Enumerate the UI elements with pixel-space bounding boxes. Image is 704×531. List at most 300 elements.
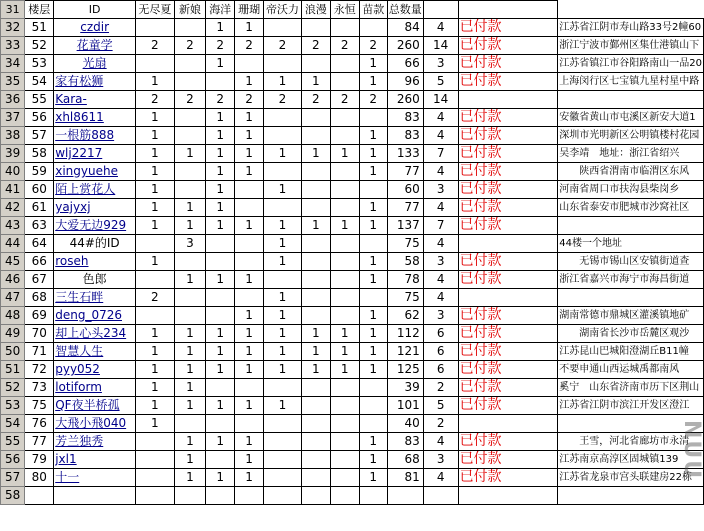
floor-cell[interactable]: 59 [25,163,54,181]
quantity-cell[interactable] [330,253,359,271]
quantity-cell[interactable] [235,289,264,307]
user-id-link[interactable]: 三生石畔 [55,290,104,304]
user-id-cell[interactable] [54,415,136,433]
quantity-cell[interactable] [301,451,330,469]
amount-cell[interactable]: 112 [387,325,423,343]
payment-status-cell[interactable]: 已付款 [458,37,558,55]
floor-cell[interactable]: 71 [25,343,54,361]
quantity-cell[interactable] [206,487,235,505]
quantity-cell[interactable]: 1 [136,397,175,415]
quantity-cell[interactable]: 1 [206,55,235,73]
quantity-cell[interactable] [359,19,387,37]
payment-status-cell[interactable]: 已付款 [458,271,558,289]
address-note-cell[interactable]: 吴李靖 地址：浙江省绍兴 [558,145,704,163]
amount-cell[interactable]: 137 [387,217,423,235]
quantity-cell[interactable]: 1 [235,73,264,91]
row-header[interactable]: 43 [1,217,25,235]
floor-cell[interactable]: 58 [25,145,54,163]
quantity-cell[interactable] [136,235,175,253]
user-id-link[interactable]: xhl8611 [55,110,104,124]
floor-cell[interactable]: 76 [25,415,54,433]
row-header[interactable]: 54 [1,415,25,433]
total-qty-cell[interactable]: 2 [423,415,458,433]
quantity-cell[interactable] [301,271,330,289]
quantity-cell[interactable]: 1 [235,361,264,379]
row-header[interactable]: 37 [1,109,25,127]
address-note-cell[interactable] [558,289,704,307]
row-header[interactable]: 51 [1,361,25,379]
total-qty-cell[interactable]: 14 [423,37,458,55]
address-note-cell[interactable] [558,217,704,235]
quantity-cell[interactable] [359,379,387,397]
address-note-cell[interactable]: 浙江省嘉兴市海宁市海昌街道 [558,271,704,289]
floor-cell[interactable]: 66 [25,253,54,271]
quantity-cell[interactable] [330,181,359,199]
amount-cell[interactable]: 77 [387,163,423,181]
address-note-cell[interactable]: 安徽省黄山市屯溪区新安大道1 [558,109,704,127]
quantity-cell[interactable] [330,379,359,397]
quantity-cell[interactable]: 2 [235,91,264,109]
row-header[interactable]: 50 [1,343,25,361]
floor-cell[interactable]: 73 [25,379,54,397]
quantity-cell[interactable]: 1 [264,397,302,415]
user-id-cell[interactable] [54,235,136,253]
quantity-cell[interactable] [330,199,359,217]
amount-cell[interactable]: 260 [387,91,423,109]
quantity-cell[interactable]: 1 [235,433,264,451]
quantity-cell[interactable]: 1 [359,469,387,487]
row-header[interactable]: 48 [1,307,25,325]
quantity-cell[interactable]: 1 [136,73,175,91]
user-id-cell[interactable] [54,433,136,451]
quantity-cell[interactable]: 1 [359,127,387,145]
user-id-cell[interactable] [54,253,136,271]
quantity-cell[interactable]: 1 [206,109,235,127]
quantity-cell[interactable]: 1 [330,343,359,361]
quantity-cell[interactable] [235,181,264,199]
row-header[interactable]: 55 [1,433,25,451]
quantity-cell[interactable]: 1 [264,217,302,235]
quantity-cell[interactable] [330,73,359,91]
quantity-cell[interactable] [206,415,235,433]
address-note-cell[interactable]: 江苏昆山巴城阳澄湖丘B11幢 [558,343,704,361]
floor-cell[interactable]: 57 [25,127,54,145]
row-header[interactable]: 40 [1,163,25,181]
quantity-cell[interactable] [174,109,206,127]
payment-status-cell[interactable]: 已付款 [458,253,558,271]
quantity-cell[interactable] [136,469,175,487]
quantity-cell[interactable] [206,307,235,325]
payment-status-cell[interactable] [458,91,558,109]
payment-status-cell[interactable]: 已付款 [458,217,558,235]
payment-status-cell[interactable]: 已付款 [458,379,558,397]
quantity-cell[interactable]: 2 [301,37,330,55]
user-id-cell[interactable] [54,181,136,199]
quantity-cell[interactable] [264,19,302,37]
floor-cell[interactable]: 72 [25,361,54,379]
amount-cell[interactable]: 40 [387,415,423,433]
quantity-cell[interactable] [330,307,359,325]
quantity-cell[interactable] [301,127,330,145]
total-qty-cell[interactable]: 4 [423,433,458,451]
quantity-cell[interactable] [174,253,206,271]
payment-status-cell[interactable]: 已付款 [458,361,558,379]
amount-cell[interactable]: 75 [387,289,423,307]
quantity-cell[interactable] [235,415,264,433]
quantity-cell[interactable]: 1 [136,109,175,127]
address-note-cell[interactable]: 江苏省镇江市谷阳路南山一品20 [558,55,704,73]
user-id-link[interactable]: 家有松狮 [55,74,104,88]
floor-cell[interactable]: 54 [25,73,54,91]
user-id-cell[interactable] [54,199,136,217]
quantity-cell[interactable]: 1 [264,253,302,271]
address-note-cell[interactable]: 无锡市锡山区安镇街道查 [558,253,704,271]
quantity-cell[interactable] [301,307,330,325]
user-id-link[interactable]: 光扇 [82,56,107,70]
quantity-cell[interactable] [301,163,330,181]
row-header[interactable]: 39 [1,145,25,163]
quantity-cell[interactable] [264,199,302,217]
address-note-cell[interactable]: 江苏省江阴市寿山路33号2幢60 [558,19,704,37]
quantity-cell[interactable] [264,163,302,181]
payment-status-cell[interactable]: 已付款 [458,73,558,91]
quantity-cell[interactable]: 1 [359,343,387,361]
quantity-cell[interactable] [264,415,302,433]
quantity-cell[interactable] [206,235,235,253]
address-note-cell[interactable]: 不要申通山西运城禹都南风 [558,361,704,379]
quantity-cell[interactable] [174,415,206,433]
user-id-link[interactable]: yajyxj [55,200,91,214]
quantity-cell[interactable]: 1 [359,451,387,469]
quantity-cell[interactable] [301,55,330,73]
payment-status-cell[interactable]: 已付款 [458,325,558,343]
quantity-cell[interactable]: 1 [136,199,175,217]
row-header[interactable]: 45 [1,253,25,271]
quantity-cell[interactable]: 2 [330,91,359,109]
floor-cell[interactable]: 51 [25,19,54,37]
quantity-cell[interactable]: 1 [330,325,359,343]
quantity-cell[interactable]: 2 [174,91,206,109]
quantity-cell[interactable] [301,235,330,253]
payment-status-cell[interactable]: 已付款 [458,19,558,37]
row-header[interactable]: 52 [1,379,25,397]
quantity-cell[interactable]: 2 [330,37,359,55]
quantity-cell[interactable]: 1 [264,307,302,325]
quantity-cell[interactable] [174,289,206,307]
amount-cell[interactable]: 101 [387,397,423,415]
user-id-cell[interactable] [54,37,136,55]
quantity-cell[interactable] [174,163,206,181]
quantity-cell[interactable]: 1 [206,127,235,145]
quantity-cell[interactable]: 1 [206,217,235,235]
user-id-link[interactable]: Kara- [55,92,87,106]
total-qty-cell[interactable]: 4 [423,469,458,487]
quantity-cell[interactable] [264,127,302,145]
quantity-cell[interactable]: 1 [174,271,206,289]
quantity-cell[interactable]: 1 [264,325,302,343]
quantity-cell[interactable]: 1 [174,451,206,469]
quantity-cell[interactable]: 1 [330,145,359,163]
user-id-link[interactable]: 十一 [55,470,80,484]
quantity-cell[interactable] [301,289,330,307]
quantity-cell[interactable]: 2 [136,91,175,109]
quantity-cell[interactable]: 1 [264,181,302,199]
quantity-cell[interactable] [206,289,235,307]
quantity-cell[interactable]: 1 [136,379,175,397]
user-id-cell[interactable] [54,325,136,343]
quantity-cell[interactable]: 1 [206,325,235,343]
row-header[interactable]: 58 [1,487,25,505]
user-id-link[interactable]: deng_0726 [55,308,122,322]
payment-status-cell[interactable]: 已付款 [458,127,558,145]
user-id-cell[interactable] [54,397,136,415]
quantity-cell[interactable]: 1 [206,181,235,199]
quantity-cell[interactable]: 1 [206,469,235,487]
amount-cell[interactable]: 83 [387,127,423,145]
total-qty-cell[interactable] [423,487,458,505]
quantity-cell[interactable] [235,487,264,505]
quantity-cell[interactable] [264,487,302,505]
payment-status-cell[interactable]: 已付款 [458,307,558,325]
quantity-cell[interactable] [330,19,359,37]
payment-status-cell[interactable]: 已付款 [458,55,558,73]
quantity-cell[interactable] [136,307,175,325]
quantity-cell[interactable] [264,55,302,73]
quantity-cell[interactable]: 2 [206,37,235,55]
quantity-cell[interactable]: 1 [235,109,264,127]
quantity-cell[interactable]: 1 [359,163,387,181]
quantity-cell[interactable]: 2 [235,37,264,55]
address-note-cell[interactable]: 河南省周口市扶沟县柴岗乡 [558,181,704,199]
quantity-cell[interactable]: 1 [264,145,302,163]
address-note-cell[interactable]: 江苏省江阴市滨江开发区澄江 [558,397,704,415]
quantity-cell[interactable]: 1 [174,199,206,217]
quantity-cell[interactable] [174,55,206,73]
address-note-cell[interactable]: 江苏南京高淳区固城镇139 [558,451,704,469]
row-header[interactable]: 42 [1,199,25,217]
row-header[interactable]: 49 [1,325,25,343]
quantity-cell[interactable] [330,397,359,415]
quantity-cell[interactable] [206,253,235,271]
quantity-cell[interactable] [301,109,330,127]
quantity-cell[interactable]: 1 [206,397,235,415]
quantity-cell[interactable]: 2 [136,289,175,307]
row-header[interactable]: 56 [1,451,25,469]
quantity-cell[interactable] [206,451,235,469]
quantity-cell[interactable] [174,307,206,325]
total-qty-cell[interactable]: 6 [423,325,458,343]
user-id-link[interactable]: lotiform [55,380,102,394]
quantity-cell[interactable]: 2 [136,37,175,55]
quantity-cell[interactable]: 2 [359,91,387,109]
user-id-cell[interactable] [54,289,136,307]
row-header[interactable]: 31 [1,1,25,19]
quantity-cell[interactable]: 1 [301,73,330,91]
payment-status-cell[interactable]: 已付款 [458,199,558,217]
address-note-cell[interactable]: 浙江宁波市鄞州区集仕港镇山下 [558,37,704,55]
total-qty-cell[interactable]: 7 [423,217,458,235]
floor-cell[interactable]: 70 [25,325,54,343]
quantity-cell[interactable]: 1 [235,325,264,343]
quantity-cell[interactable]: 1 [174,325,206,343]
amount-cell[interactable]: 78 [387,271,423,289]
quantity-cell[interactable]: 1 [136,145,175,163]
user-id-link[interactable]: QF夜半桥孤 [55,398,120,412]
quantity-cell[interactable]: 1 [235,163,264,181]
quantity-cell[interactable] [301,253,330,271]
quantity-cell[interactable]: 1 [136,163,175,181]
quantity-cell[interactable]: 1 [330,361,359,379]
quantity-cell[interactable] [301,199,330,217]
quantity-cell[interactable] [206,73,235,91]
amount-cell[interactable]: 75 [387,235,423,253]
floor-cell[interactable]: 80 [25,469,54,487]
payment-status-cell[interactable]: 已付款 [458,181,558,199]
quantity-cell[interactable]: 1 [174,361,206,379]
address-note-cell[interactable]: 陕西省渭南市临渭区东风 [558,163,704,181]
row-header[interactable]: 53 [1,397,25,415]
quantity-cell[interactable] [264,109,302,127]
amount-cell[interactable]: 66 [387,55,423,73]
quantity-cell[interactable] [359,397,387,415]
quantity-cell[interactable]: 2 [174,37,206,55]
user-id-cell[interactable] [54,487,136,505]
payment-status-cell[interactable]: 已付款 [458,451,558,469]
user-id-link[interactable]: 一根筋888 [55,128,115,142]
quantity-cell[interactable]: 1 [235,217,264,235]
total-qty-cell[interactable]: 4 [423,199,458,217]
row-header[interactable]: 47 [1,289,25,307]
quantity-cell[interactable]: 1 [136,217,175,235]
user-id-link[interactable]: czdir [80,20,110,34]
quantity-cell[interactable] [136,487,175,505]
quantity-cell[interactable] [330,451,359,469]
quantity-cell[interactable] [330,127,359,145]
amount-cell[interactable]: 39 [387,379,423,397]
total-qty-cell[interactable]: 4 [423,289,458,307]
quantity-cell[interactable] [330,289,359,307]
amount-cell[interactable]: 125 [387,361,423,379]
quantity-cell[interactable]: 1 [235,397,264,415]
total-qty-cell[interactable]: 6 [423,343,458,361]
quantity-cell[interactable]: 2 [359,37,387,55]
payment-status-cell[interactable] [458,487,558,505]
total-qty-cell[interactable]: 3 [423,181,458,199]
quantity-cell[interactable]: 1 [359,361,387,379]
amount-cell[interactable]: 260 [387,37,423,55]
floor-cell[interactable]: 55 [25,91,54,109]
quantity-cell[interactable]: 1 [136,253,175,271]
quantity-cell[interactable] [264,433,302,451]
floor-cell[interactable]: 67 [25,271,54,289]
quantity-cell[interactable]: 1 [235,127,264,145]
quantity-cell[interactable] [235,253,264,271]
total-qty-cell[interactable]: 4 [423,109,458,127]
user-id-link[interactable]: 大飛小飛040 [55,416,127,430]
row-header[interactable]: 36 [1,91,25,109]
quantity-cell[interactable]: 1 [359,433,387,451]
address-note-cell[interactable]: 江苏省龙泉市宫头联建房22栋 [558,469,704,487]
quantity-cell[interactable]: 1 [264,343,302,361]
quantity-cell[interactable]: 1 [174,217,206,235]
amount-cell[interactable]: 83 [387,109,423,127]
quantity-cell[interactable] [301,379,330,397]
quantity-cell[interactable]: 1 [174,145,206,163]
quantity-cell[interactable] [264,469,302,487]
quantity-cell[interactable]: 1 [174,433,206,451]
quantity-cell[interactable]: 1 [359,55,387,73]
quantity-cell[interactable]: 1 [359,253,387,271]
quantity-cell[interactable]: 1 [136,127,175,145]
quantity-cell[interactable]: 1 [174,379,206,397]
user-id-cell[interactable] [54,109,136,127]
payment-status-cell[interactable]: 已付款 [458,163,558,181]
quantity-cell[interactable] [330,271,359,289]
user-id-link[interactable]: roseh [55,254,89,268]
total-qty-cell[interactable]: 4 [423,19,458,37]
quantity-cell[interactable]: 1 [359,145,387,163]
user-id-link[interactable]: wlj2217 [55,146,103,160]
payment-status-cell[interactable] [458,235,558,253]
quantity-cell[interactable]: 1 [206,19,235,37]
quantity-cell[interactable] [174,487,206,505]
floor-cell[interactable]: 77 [25,433,54,451]
user-id-cell[interactable] [54,73,136,91]
quantity-cell[interactable]: 1 [359,325,387,343]
payment-status-cell[interactable]: 已付款 [458,397,558,415]
floor-cell[interactable] [25,487,54,505]
address-note-cell[interactable]: 王雪，河北省廊坊市永清 [558,433,704,451]
quantity-cell[interactable] [359,415,387,433]
amount-cell[interactable]: 62 [387,307,423,325]
quantity-cell[interactable]: 1 [174,343,206,361]
quantity-cell[interactable] [174,19,206,37]
row-header[interactable]: 41 [1,181,25,199]
quantity-cell[interactable]: 1 [359,73,387,91]
address-note-cell[interactable]: 山东省泰安市肥城市沙窝社区 [558,199,704,217]
quantity-cell[interactable] [174,127,206,145]
floor-cell[interactable]: 61 [25,199,54,217]
payment-status-cell[interactable] [458,289,558,307]
quantity-cell[interactable]: 1 [174,469,206,487]
quantity-cell[interactable]: 1 [235,271,264,289]
quantity-cell[interactable]: 1 [206,163,235,181]
quantity-cell[interactable]: 1 [301,217,330,235]
row-header[interactable]: 44 [1,235,25,253]
quantity-cell[interactable] [235,379,264,397]
amount-cell[interactable]: 77 [387,199,423,217]
quantity-cell[interactable] [359,235,387,253]
total-qty-cell[interactable]: 4 [423,127,458,145]
address-note-cell[interactable] [558,91,704,109]
total-qty-cell[interactable]: 3 [423,55,458,73]
user-id-link[interactable]: xingyuehe [55,164,118,178]
user-id-cell[interactable] [54,271,136,289]
quantity-cell[interactable]: 1 [359,307,387,325]
user-id-cell[interactable] [54,307,136,325]
address-note-cell[interactable]: 44楼一个地址 [558,235,704,253]
quantity-cell[interactable]: 1 [136,325,175,343]
quantity-cell[interactable] [359,487,387,505]
quantity-cell[interactable]: 1 [235,343,264,361]
quantity-cell[interactable] [206,379,235,397]
quantity-cell[interactable]: 1 [206,271,235,289]
floor-cell[interactable]: 69 [25,307,54,325]
user-id-cell[interactable] [54,469,136,487]
payment-status-cell[interactable]: 已付款 [458,469,558,487]
total-qty-cell[interactable]: 3 [423,253,458,271]
user-id-cell[interactable] [54,145,136,163]
